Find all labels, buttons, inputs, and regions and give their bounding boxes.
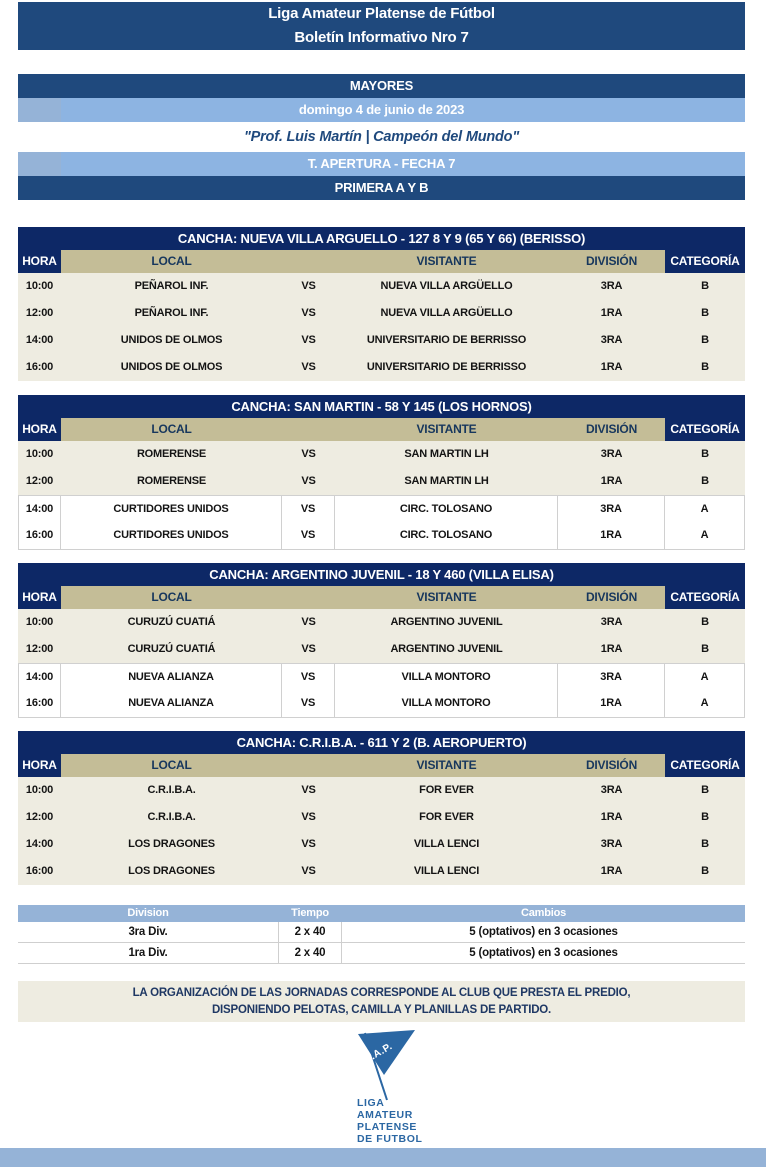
stage-text: T. APERTURA - FECHA 7	[307, 156, 456, 171]
vs-cell: VS	[282, 441, 335, 468]
local-cell: ROMERENSE	[61, 441, 282, 468]
cancha-title: CANCHA: ARGENTINO JUVENIL - 18 Y 460 (VILLA ELISA)	[18, 563, 745, 586]
date-text: domingo 4 de junio de 2023	[298, 102, 465, 117]
categoria-cell: B	[665, 327, 745, 354]
vs-cell: VS	[282, 327, 335, 354]
logo-line-4: DE FUTBOL	[357, 1133, 423, 1145]
bulletin-number: Boletín Informativo Nro 7	[294, 29, 469, 46]
hora-cell: 16:00	[18, 354, 61, 381]
visitante-cell: ARGENTINO JUVENIL	[335, 636, 558, 663]
date-band	[18, 98, 745, 122]
division-cell: 3RA	[558, 777, 665, 804]
visitante-cell: VILLA MONTORO	[335, 690, 558, 718]
match-row	[18, 327, 745, 354]
match-row	[18, 441, 745, 468]
hora-cell: 16:00	[18, 858, 61, 885]
local-cell: C.R.I.B.A.	[61, 804, 282, 831]
match-row	[18, 858, 745, 885]
col-header-categoria: CATEGORÍA	[665, 754, 745, 777]
categoria-cell: A	[665, 690, 745, 718]
categoria-cell: B	[665, 609, 745, 636]
logo-line-3: PLATENSE	[357, 1121, 418, 1133]
local-cell: CURTIDORES UNIDOS	[61, 522, 282, 550]
categoria-cell: B	[665, 804, 745, 831]
vs-cell: VS	[282, 354, 335, 381]
rules-cambios-cell: 5 (optativos) en 3 ocasiones	[469, 926, 618, 938]
division-cell: 1RA	[558, 522, 665, 550]
logo-line-1: LIGA	[357, 1097, 385, 1109]
cancha-title: CANCHA: SAN MARTIN - 58 Y 145 (LOS HORNOS)	[18, 395, 745, 418]
categoria-cell: B	[665, 831, 745, 858]
visitante-cell: SAN MARTIN LH	[335, 468, 558, 495]
visitante-cell: UNIVERSITARIO DE BERRISSO	[335, 327, 558, 354]
vs-cell: VS	[282, 273, 335, 300]
rules-division-cell: 1ra Div.	[128, 947, 168, 959]
visitante-cell: CIRC. TOLOSANO	[335, 522, 558, 550]
col-header-hora: HORA	[18, 250, 61, 273]
col-header-categoria: CATEGORÍA	[665, 418, 745, 441]
organization-notice	[18, 981, 745, 1022]
visitante-cell: FOR EVER	[335, 804, 558, 831]
col-header-categoria: CATEGORÍA	[665, 586, 745, 609]
col-header-local: LOCAL	[61, 586, 282, 609]
categoria-cell: B	[665, 441, 745, 468]
match-row	[18, 609, 745, 636]
rules-header-row	[18, 905, 745, 922]
hora-cell: 10:00	[18, 273, 61, 300]
col-header-vs	[282, 586, 335, 609]
division-cell: 1RA	[558, 636, 665, 663]
lap-logo	[0, 1022, 766, 1148]
local-cell: CURUZÚ CUATIÁ	[61, 636, 282, 663]
division-cell: 3RA	[558, 609, 665, 636]
local-cell: PEÑAROL INF.	[61, 300, 282, 327]
match-table-criba	[18, 731, 745, 885]
local-cell: CURUZÚ CUATIÁ	[61, 609, 282, 636]
vs-cell: VS	[282, 609, 335, 636]
column-header-row	[18, 586, 745, 609]
col-header-visitante: VISITANTE	[335, 586, 558, 609]
division-cell: 3RA	[558, 495, 665, 524]
categoria-cell: B	[665, 273, 745, 300]
column-header-row	[18, 250, 745, 273]
local-cell: LOS DRAGONES	[61, 858, 282, 885]
hora-cell: 10:00	[18, 609, 61, 636]
visitante-cell: CIRC. TOLOSANO	[335, 495, 558, 524]
division-cell: 1RA	[558, 690, 665, 718]
tribute-quote: "Prof. Luis Martín | Campeón del Mundo"	[18, 122, 745, 152]
categoria-cell: B	[665, 300, 745, 327]
col-header-vs	[282, 754, 335, 777]
visitante-cell: VILLA MONTORO	[335, 663, 558, 692]
footer-bar	[0, 1148, 766, 1167]
cancha-title: CANCHA: NUEVA VILLA ARGUELLO - 127 8 Y 9 (65 Y 66) (BERISSO)	[18, 227, 745, 250]
rules-division-cell: 3ra Div.	[128, 926, 168, 938]
division-band: PRIMERA A Y B	[18, 176, 745, 200]
categoria-cell: A	[665, 663, 745, 692]
local-cell: NUEVA ALIANZA	[61, 690, 282, 718]
rules-cambios-cell: 5 (optativos) en 3 ocasiones	[469, 947, 618, 959]
hora-cell: 10:00	[18, 777, 61, 804]
division-cell: 1RA	[558, 300, 665, 327]
visitante-cell: SAN MARTIN LH	[335, 441, 558, 468]
vs-cell: VS	[282, 522, 335, 550]
hora-cell: 12:00	[18, 636, 61, 663]
hora-cell: 14:00	[18, 663, 61, 692]
visitante-cell: VILLA LENCI	[335, 858, 558, 885]
logo-line-2: AMATEUR	[357, 1109, 413, 1121]
vs-cell: VS	[282, 663, 335, 692]
flag-initials: L.A.P.	[363, 1041, 395, 1066]
hora-cell: 14:00	[18, 327, 61, 354]
rules-row	[18, 922, 745, 943]
col-header-vs	[282, 250, 335, 273]
visitante-cell: UNIVERSITARIO DE BERRISSO	[335, 354, 558, 381]
local-cell: UNIDOS DE OLMOS	[61, 354, 282, 381]
match-row	[18, 777, 745, 804]
match-table-argentino-juvenil	[18, 563, 745, 717]
match-row	[18, 690, 745, 717]
vs-cell: VS	[282, 858, 335, 885]
division-cell: 1RA	[558, 858, 665, 885]
column-header-row	[18, 754, 745, 777]
division-cell: 3RA	[558, 663, 665, 692]
visitante-cell: VILLA LENCI	[335, 831, 558, 858]
hora-cell: 12:00	[18, 468, 61, 495]
local-cell: CURTIDORES UNIDOS	[61, 495, 282, 524]
hora-cell: 12:00	[18, 300, 61, 327]
vs-cell: VS	[282, 300, 335, 327]
rules-tiempo-cell: 2 x 40	[278, 922, 342, 942]
match-row	[18, 495, 745, 522]
bulletin-content	[18, 2, 745, 1022]
category-band: MAYORES	[18, 74, 745, 98]
hora-cell: 16:00	[18, 690, 61, 718]
match-row	[18, 354, 745, 381]
match-row	[18, 636, 745, 663]
local-cell: ROMERENSE	[61, 468, 282, 495]
col-header-hora: HORA	[18, 586, 61, 609]
col-header-local: LOCAL	[61, 754, 282, 777]
match-row	[18, 663, 745, 690]
col-header-division: DIVISIÓN	[558, 586, 665, 609]
division-cell: 1RA	[558, 804, 665, 831]
hora-cell: 12:00	[18, 804, 61, 831]
col-header-division: DIVISIÓN	[558, 418, 665, 441]
division-cell: 1RA	[558, 354, 665, 381]
categoria-cell: B	[665, 354, 745, 381]
categoria-cell: B	[665, 858, 745, 885]
visitante-cell: NUEVA VILLA ARGÜELLO	[335, 273, 558, 300]
rules-col-division: Division	[127, 907, 169, 919]
col-header-visitante: VISITANTE	[335, 754, 558, 777]
rules-tiempo-cell: 2 x 40	[278, 943, 342, 963]
categoria-cell: A	[665, 522, 745, 550]
local-cell: LOS DRAGONES	[61, 831, 282, 858]
local-cell: NUEVA ALIANZA	[61, 663, 282, 692]
visitante-cell: NUEVA VILLA ARGÜELLO	[335, 300, 558, 327]
local-cell: C.R.I.B.A.	[61, 777, 282, 804]
rules-row	[18, 943, 745, 964]
col-header-division: DIVISIÓN	[558, 250, 665, 273]
masthead	[18, 2, 745, 50]
col-header-hora: HORA	[18, 418, 61, 441]
match-row	[18, 804, 745, 831]
cancha-title: CANCHA: C.R.I.B.A. - 611 Y 2 (B. AEROPUERTO)	[18, 731, 745, 754]
vs-cell: VS	[282, 468, 335, 495]
col-header-local: LOCAL	[61, 250, 282, 273]
match-row	[18, 300, 745, 327]
hora-cell: 14:00	[18, 831, 61, 858]
col-header-hora: HORA	[18, 754, 61, 777]
division-cell: 3RA	[558, 273, 665, 300]
rules-col-cambios: Cambios	[520, 907, 567, 919]
notice-line-1: LA ORGANIZACIÓN DE LAS JORNADAS CORRESPONDE AL CLUB QUE PRESTA EL PREDIO,	[132, 987, 631, 999]
local-cell: UNIDOS DE OLMOS	[61, 327, 282, 354]
match-row	[18, 273, 745, 300]
vs-cell: VS	[282, 831, 335, 858]
categoria-cell: B	[665, 636, 745, 663]
match-table-san-martin	[18, 395, 745, 549]
division-cell: 3RA	[558, 441, 665, 468]
col-header-vs	[282, 418, 335, 441]
match-row	[18, 468, 745, 495]
local-cell: PEÑAROL INF.	[61, 273, 282, 300]
vs-cell: VS	[282, 804, 335, 831]
column-header-row	[18, 418, 745, 441]
stage-band	[18, 152, 745, 176]
vs-cell: VS	[282, 690, 335, 718]
col-header-categoria: CATEGORÍA	[665, 250, 745, 273]
division-cell: 3RA	[558, 831, 665, 858]
division-cell: 3RA	[558, 327, 665, 354]
match-row	[18, 831, 745, 858]
match-table-nueva-villa-arguello	[18, 227, 745, 381]
col-header-local: LOCAL	[61, 418, 282, 441]
col-header-division: DIVISIÓN	[558, 754, 665, 777]
division-cell: 1RA	[558, 468, 665, 495]
vs-cell: VS	[282, 777, 335, 804]
categoria-cell: B	[665, 468, 745, 495]
col-header-visitante: VISITANTE	[335, 418, 558, 441]
rules-table	[18, 905, 745, 964]
match-row	[18, 522, 745, 549]
hora-cell: 14:00	[18, 495, 61, 524]
vs-cell: VS	[282, 495, 335, 524]
hora-cell: 16:00	[18, 522, 61, 550]
hora-cell: 10:00	[18, 441, 61, 468]
categoria-cell: A	[665, 495, 745, 524]
league-title: Liga Amateur Platense de Fútbol	[268, 5, 495, 22]
visitante-cell: FOR EVER	[335, 777, 558, 804]
categoria-cell: B	[665, 777, 745, 804]
visitante-cell: ARGENTINO JUVENIL	[335, 609, 558, 636]
rules-col-tiempo: Tiempo	[291, 907, 329, 919]
vs-cell: VS	[282, 636, 335, 663]
col-header-visitante: VISITANTE	[335, 250, 558, 273]
notice-line-2: DISPONIENDO PELOTAS, CAMILLA Y PLANILLAS DE PARTIDO.	[211, 1004, 552, 1016]
